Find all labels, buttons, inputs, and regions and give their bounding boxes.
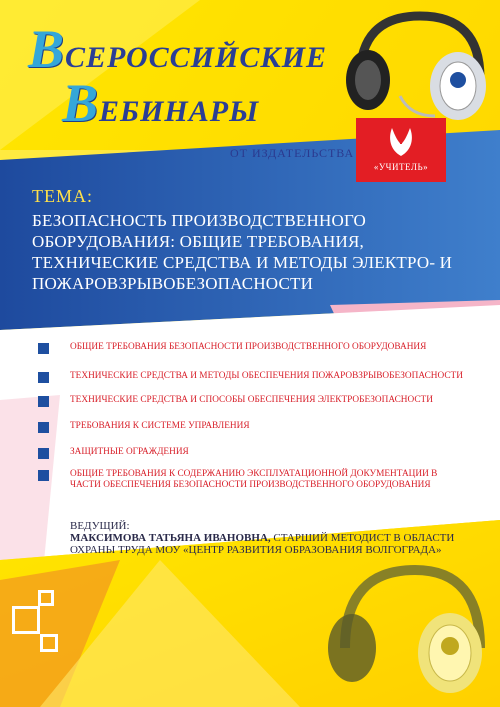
brand-cap-letter: В: [62, 73, 100, 133]
square-bullet-icon: [38, 343, 49, 354]
headphones-icon: [340, 8, 490, 123]
list-item: [38, 421, 468, 432]
brand-cap-letter: В: [28, 19, 66, 79]
lecturer-details: СТАРШИЙ МЕТОДИСТ В ОБЛАСТИ ОХРАНЫ ТРУДА МОУ «ЦЕНТР РАЗВИТИЯ ОБРАЗОВАНИЯ ВОЛГОГРАДА»: [70, 532, 455, 556]
publisher-logo-icon: [386, 124, 416, 158]
brand-word: СЕРОССИЙСКИЕ: [65, 41, 328, 74]
lecturer-label: ВЕДУЩИЙ:: [70, 520, 130, 532]
list-item-text: ОБЩИЕ ТРЕБОВАНИЯ К СОДЕРЖАНИЮ ЭКСПЛУАТАЦИОННОЙ ДОКУМЕНТАЦИИ В ЧАСТИ ОБЕСПЕЧЕНИЯ БЕЗОПАСНОСТИ ПРОИЗВОДСТВЕННОГО ОБОРУДОВАНИЯ: [70, 469, 438, 490]
headphones-icon: [320, 558, 490, 703]
square-bullet-icon: [38, 372, 49, 383]
square-bullet-icon: [38, 396, 49, 407]
square-bullet-icon: [38, 470, 49, 481]
decor-square: [12, 606, 40, 634]
decor-square: [38, 590, 54, 606]
square-bullet-icon: [38, 422, 49, 433]
list-item: [38, 447, 468, 458]
list-item: [38, 342, 468, 353]
lecturer-info: [70, 532, 470, 556]
list-item: [38, 371, 468, 382]
list-item-text: ТРЕБОВАНИЯ К СИСТЕМЕ УПРАВЛЕНИЯ: [70, 421, 250, 431]
topic-items-list: [38, 342, 468, 491]
decor-square: [40, 634, 58, 652]
lecturer-name: МАКСИМОВА ТАТЬЯНА ИВАНОВНА,: [70, 532, 271, 544]
brand-title-line1: [28, 18, 327, 80]
brand-word: ЕБИНАРЫ: [99, 95, 260, 128]
list-item: [38, 395, 468, 406]
brand-title-line2: [62, 72, 259, 134]
list-item: [38, 469, 468, 491]
publisher-logo-label: «УЧИТЕЛЬ»: [373, 162, 429, 172]
list-item-text: ТЕХНИЧЕСКИЕ СРЕДСТВА И МЕТОДЫ ОБЕСПЕЧЕНИЯ ПОЖАРОВЗРЫВОБЕЗОПАСНОСТИ: [70, 371, 463, 381]
list-item-text: ОБЩИЕ ТРЕБОВАНИЯ БЕЗОПАСНОСТИ ПРОИЗВОДСТВЕННОГО ОБОРУДОВАНИЯ: [70, 342, 427, 352]
publisher-caption: ОТ ИЗДАТЕЛЬСТВА: [230, 146, 355, 160]
topic-label: ТЕМА:: [32, 186, 93, 206]
square-bullet-icon: [38, 448, 49, 459]
topic-title: БЕЗОПАСНОСТЬ ПРОИЗВОДСТВЕННОГО ОБОРУДОВАНИЯ: ОБЩИЕ ТРЕБОВАНИЯ, ТЕХНИЧЕСКИЕ СРЕДСТВА И МЕТОДЫ ЭЛЕКТРО- И ПОЖАРОВЗРЫВОБЕЗОПАСНОСТИ: [32, 211, 453, 293]
list-item-text: ЗАЩИТНЫЕ ОГРАЖДЕНИЯ: [70, 447, 189, 457]
list-item-text: ТЕХНИЧЕСКИЕ СРЕДСТВА И СПОСОБЫ ОБЕСПЕЧЕНИЯ ЭЛЕКТРОБЕЗОПАСНОСТИ: [70, 395, 433, 405]
publisher-logo: [356, 118, 446, 182]
